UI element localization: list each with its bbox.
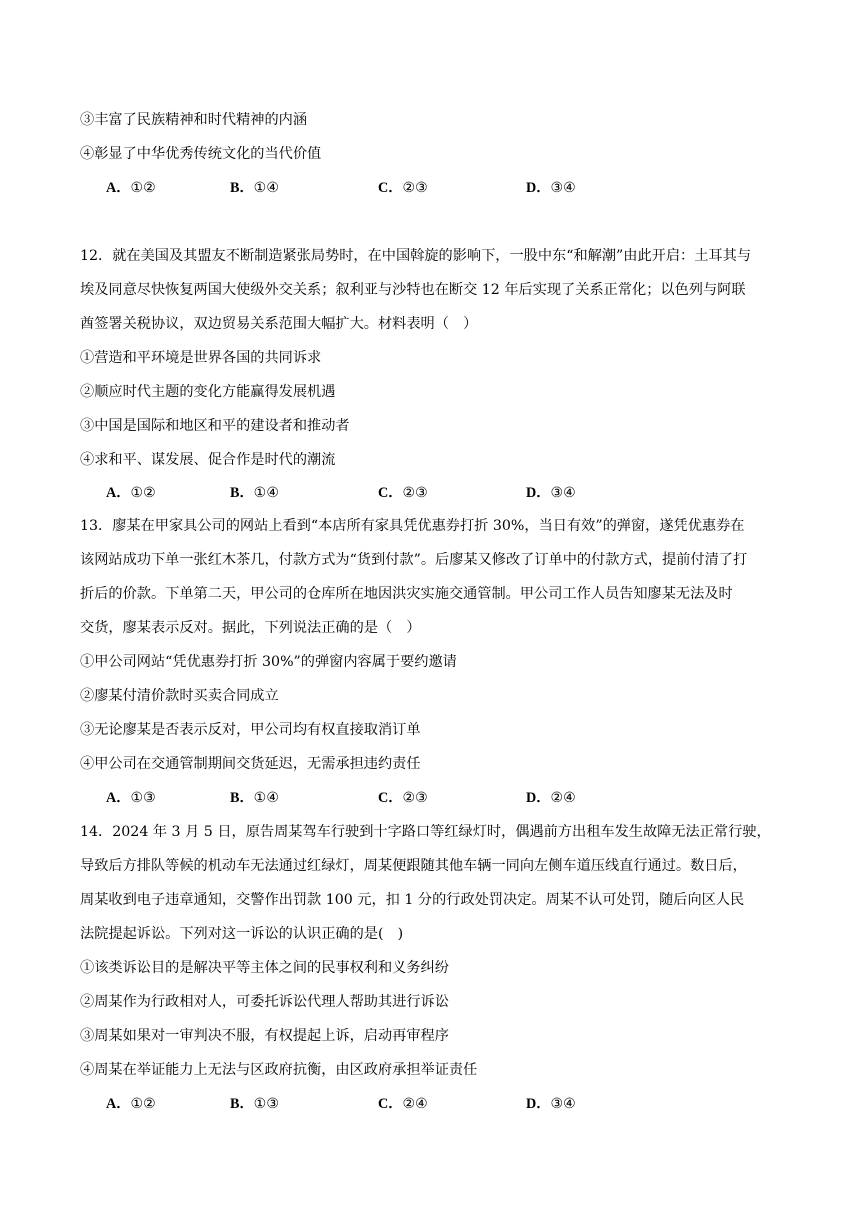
q14-stem-line-3: 周某收到电子违章通知，交警作出罚款 100 元，扣 1 分的行政处罚决定。周某不认可处罚，随后向区人民 bbox=[80, 892, 745, 908]
option-text: ①④ bbox=[253, 790, 280, 806]
option-text: ①② bbox=[130, 1096, 156, 1112]
q13-stem-line-1: 13．廖某在甲家具公司的网站上看到“本店所有家具凭优惠券打折 30%，当日有效”的弹窗，遂凭优惠券在 bbox=[80, 518, 745, 534]
q12-stem-line-2: 埃及同意尽快恢复两国大使级外交关系；叙利亚与沙特也在断交 12 年后实现了关系正常化；以色列与阿联 bbox=[80, 282, 746, 298]
option-a: A．①② bbox=[106, 1096, 156, 1112]
q14-stem-line-2: 导致后方排队等候的机动车无法通过红绿灯，周某便跟随其他车辆一同向左侧车道压线直行通过。数日后， bbox=[80, 858, 747, 874]
q12-stem-line-3: 酋签署关税协议，双边贸易关系范围大幅扩大。材料表明（ ） bbox=[80, 316, 478, 332]
q12-statement-1: ①营造和平环境是世界各国的共同诉求 bbox=[80, 350, 322, 366]
option-d: D．③④ bbox=[526, 485, 576, 501]
option-text: ①② bbox=[130, 180, 156, 196]
q13-stem-line-2: 该网站成功下单一张红木茶几，付款方式为“货到付款”。后廖某又修改了订单中的付款方式，提前付清了打 bbox=[80, 552, 748, 568]
option-a: A．①② bbox=[106, 485, 156, 501]
option-c: C．②④ bbox=[378, 1096, 428, 1112]
q14-statement-3: ③周某如果对一审判决不服，有权提起上诉，启动再审程序 bbox=[80, 1028, 449, 1044]
q13-statement-2: ②廖某付清价款时买卖合同成立 bbox=[80, 688, 279, 704]
option-text: ③④ bbox=[550, 1096, 576, 1112]
option-text: ②④ bbox=[402, 1096, 428, 1112]
option-c: C．②③ bbox=[378, 180, 428, 196]
option-text: ①② bbox=[130, 485, 156, 501]
option-d: D．②④ bbox=[526, 790, 576, 806]
option-text: ①③ bbox=[130, 790, 156, 806]
option-b: B．①④ bbox=[230, 180, 280, 196]
option-d: D．③④ bbox=[526, 180, 576, 196]
option-c: C．②③ bbox=[378, 790, 428, 806]
q14-stem-line-1: 14．2024 年 3 月 5 日，原告周某驾车行驶到十字路口等红绿灯时，偶遇前方出租车发生故障无法正常行驶， bbox=[80, 824, 771, 840]
q14-statement-1: ①该类诉讼目的是解决平等主体之间的民事权利和义务纠纷 bbox=[80, 960, 449, 976]
q13-stem-line-4: 交货，廖某表示反对。据此，下列说法正确的是（ ） bbox=[80, 620, 421, 636]
q12-statement-3: ③中国是国际和地区和平的建设者和推动者 bbox=[80, 418, 350, 434]
option-text: ①④ bbox=[253, 180, 280, 196]
q13-statement-4: ④甲公司在交通管制期间交货延迟，无需承担违约责任 bbox=[80, 756, 421, 772]
option-b: B．①④ bbox=[230, 485, 280, 501]
q12-stem-line-1: 12．就在美国及其盟友不断制造紧张局势时，在中国斡旋的影响下，一股中东“和解潮”由此开启：土耳其与 bbox=[80, 248, 752, 264]
option-a: A．①③ bbox=[106, 790, 156, 806]
q11-statement-4: ④彰显了中华优秀传统文化的当代价值 bbox=[80, 146, 322, 162]
option-c: C．②③ bbox=[378, 485, 428, 501]
option-text: ③④ bbox=[550, 485, 576, 501]
option-text: ②③ bbox=[402, 790, 428, 806]
q14-statement-2: ②周某作为行政相对人，可委托诉讼代理人帮助其进行诉讼 bbox=[80, 994, 449, 1010]
q13-stem-line-3: 折后的价款。下单第二天，甲公司的仓库所在地因洪灾实施交通管制。甲公司工作人员告知廖某无法及时 bbox=[80, 586, 733, 602]
q11-statement-3: ③丰富了民族精神和时代精神的内涵 bbox=[80, 112, 308, 128]
option-text: ②④ bbox=[550, 790, 576, 806]
option-a: A．①② bbox=[106, 180, 156, 196]
q14-stem-line-4: 法院提起诉讼。下列对这一诉讼的认识正确的是( ) bbox=[80, 926, 404, 942]
option-d: D．③④ bbox=[526, 1096, 576, 1112]
q14-statement-4: ④周某在举证能力上无法与区政府抗衡，由区政府承担举证责任 bbox=[80, 1062, 478, 1078]
q13-statement-3: ③无论廖某是否表示反对，甲公司均有权直接取消订单 bbox=[80, 722, 421, 738]
option-b: B．①④ bbox=[230, 790, 280, 806]
q12-statement-4: ④求和平、谋发展、促合作是时代的潮流 bbox=[80, 452, 336, 468]
option-text: ②③ bbox=[402, 180, 428, 196]
q12-statement-2: ②顺应时代主题的变化方能赢得发展机遇 bbox=[80, 384, 336, 400]
option-text: ①③ bbox=[253, 1096, 280, 1112]
option-text: ①④ bbox=[253, 485, 280, 501]
q13-statement-1: ①甲公司网站“凭优惠券打折 30%”的弹窗内容属于要约邀请 bbox=[80, 654, 457, 670]
option-text: ③④ bbox=[550, 180, 576, 196]
option-b: B．①③ bbox=[230, 1096, 280, 1112]
option-text: ②③ bbox=[402, 485, 428, 501]
